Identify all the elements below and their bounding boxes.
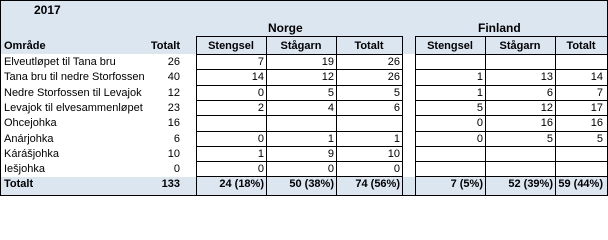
table-cell: 7 (257, 56, 264, 68)
table-cell: 0 (257, 132, 264, 145)
totals-cell: 59 (44%) (558, 178, 603, 191)
table-cell: 13 (540, 71, 553, 84)
table-cell: 0 (173, 163, 180, 176)
table-cell: 14 (251, 71, 264, 84)
table-cell: 6 (173, 132, 180, 145)
table-cell: 0 (327, 163, 334, 176)
header-rule-finland (415, 54, 607, 55)
finland-underline (415, 36, 607, 37)
row-area-label: Nedre Storfossen til Levajok (4, 86, 142, 99)
row-rule (415, 161, 607, 162)
col-rule (336, 36, 337, 196)
table-cell: 5 (393, 86, 400, 99)
table-cell: 23 (167, 101, 180, 114)
table-cell: 14 (590, 71, 603, 84)
row-rule (196, 131, 402, 132)
table-cell: 16 (540, 117, 553, 130)
table-cell: 5 (327, 86, 334, 99)
table-cell: 0 (476, 117, 483, 130)
row-area-label: Levajok til elvesammenløpet (4, 101, 143, 114)
row-area-label: Ohcejohka (4, 117, 57, 130)
row-area-label: Kárášjohka (4, 147, 60, 160)
col-rule (415, 36, 416, 196)
table-cell: 5 (476, 101, 483, 114)
table-cell: 26 (387, 56, 400, 68)
table-cell: 6 (546, 86, 553, 99)
totals-cell: 52 (39%) (508, 178, 553, 191)
table-cell: 0 (393, 163, 400, 176)
totals-cell: 133 (161, 178, 180, 191)
finland-stengsel-header: Stengsel (427, 40, 473, 52)
area-header: Område (4, 40, 46, 52)
table-cell: 1 (476, 86, 483, 99)
row-rule (415, 115, 607, 116)
row-rule (415, 146, 607, 147)
table-cell: 5 (596, 132, 603, 145)
row-rule (196, 161, 402, 162)
table-cell: 4 (327, 101, 334, 114)
totals-cell: 74 (56%) (355, 178, 400, 191)
table-cell: 12 (167, 86, 180, 99)
row-rule (196, 85, 402, 86)
table-cell: 16 (167, 117, 180, 130)
row-rule (415, 100, 607, 101)
table-cell: 1 (393, 132, 400, 145)
table-cell: 1 (257, 147, 264, 160)
totals-cell: 50 (38%) (289, 178, 334, 191)
border-top (0, 0, 608, 1)
norge-underline (196, 36, 402, 37)
row-rule (415, 69, 607, 70)
row-rule (415, 131, 607, 132)
row-area-label: Elveutløpet til Tana bru (4, 56, 116, 68)
finland-totalt-header: Totalt (566, 40, 596, 52)
year-title: 2017 (34, 3, 61, 17)
table-cell: 0 (257, 86, 264, 99)
total-header: Totalt (150, 40, 180, 52)
table-cell: 1 (327, 132, 334, 145)
row-rule (196, 146, 402, 147)
row-area-label: Tana bru til nedre Storfossen (4, 71, 145, 84)
finland-stagarn-header: Stågarn (499, 40, 541, 52)
col-rule (196, 36, 197, 196)
table-cell: 10 (167, 147, 180, 160)
col-rule (485, 36, 486, 196)
border-bottom (0, 195, 608, 196)
header-rule-norge (196, 54, 402, 55)
norge-header: Norge (268, 21, 303, 35)
col-rule (555, 36, 556, 196)
finland-header: Finland (478, 21, 521, 35)
border-left (0, 0, 1, 196)
totals-cell: 24 (18%) (219, 178, 264, 191)
col-rule (402, 36, 403, 196)
row-rule (196, 176, 402, 177)
table-cell: 26 (167, 56, 180, 68)
norge-stengsel-header: Stengsel (208, 40, 254, 52)
row-rule (196, 69, 402, 70)
norge-totalt-header: Totalt (354, 40, 384, 52)
table-cell: 16 (590, 117, 603, 130)
table-cell: 0 (257, 163, 264, 176)
totals-label: Totalt (4, 178, 34, 191)
table-cell: 5 (546, 132, 553, 145)
row-rule (415, 85, 607, 86)
table-cell: 12 (321, 71, 334, 84)
table-cell: 6 (393, 101, 400, 114)
table-cell: 12 (540, 101, 553, 114)
table-cell: 0 (476, 132, 483, 145)
table-cell: 40 (167, 71, 180, 84)
table-cell: 2 (257, 101, 264, 114)
table-cell: 26 (387, 71, 400, 84)
row-area-label: Iešjohka (4, 163, 45, 176)
totals-cell: 7 (5%) (450, 178, 483, 191)
table-cell: 1 (476, 71, 483, 84)
table-cell: 19 (321, 56, 334, 68)
table-cell: 10 (387, 147, 400, 160)
table-cell: 9 (327, 147, 334, 160)
norge-stagarn-header: Stågarn (280, 40, 322, 52)
table-cell: 17 (590, 101, 603, 114)
row-rule (415, 176, 607, 177)
row-rule (196, 100, 402, 101)
row-rule (196, 115, 402, 116)
table-cell: 7 (596, 86, 603, 99)
col-rule (266, 36, 267, 196)
row-area-label: Anárjohka (4, 132, 54, 145)
